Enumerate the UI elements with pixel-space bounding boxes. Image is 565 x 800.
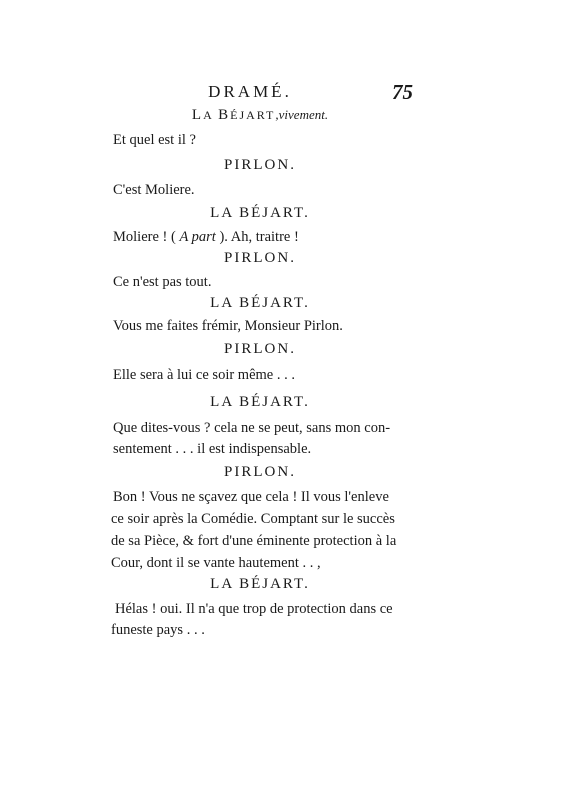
speaker-heading: LA BÉJART. xyxy=(210,576,310,592)
speaker-heading: PIRLON. xyxy=(224,464,296,480)
speaker-heading: PIRLON. xyxy=(224,250,296,266)
speaker-smallcaps: ÉJART xyxy=(230,108,276,122)
dialogue-line: Ce n'est pas tout. xyxy=(113,274,212,290)
dialogue-line: funeste pays . . . xyxy=(111,622,205,638)
dialogue-line xyxy=(113,229,299,246)
speaker-heading: PIRLON. xyxy=(224,341,296,357)
dialogue-line: Vous me faites frémir, Monsieur Pirlon. xyxy=(113,318,343,334)
speaker-heading: LA BÉJART. xyxy=(210,295,310,311)
speaker-heading: PIRLON. xyxy=(224,157,296,173)
speaker-initial: L xyxy=(191,107,204,123)
dialogue-line: Et quel est il ? xyxy=(113,132,196,148)
speaker-heading: LA BÉJART. xyxy=(210,205,310,221)
aside-direction: A part xyxy=(179,229,216,245)
dialogue-line: sentement . . . il est indispensable. xyxy=(113,441,312,457)
speaker-smallcaps: A xyxy=(203,108,219,122)
dialogue-text: ). Ah, traitre ! xyxy=(215,229,299,245)
stage-direction: ,vivement. xyxy=(275,107,329,122)
dialogue-line: Hélas ! oui. Il n'a que trop de protection dans ce xyxy=(115,601,393,617)
dialogue-line: de sa Pièce, & fort d'une éminente protection à la xyxy=(111,533,397,549)
dialogue-text: Moliere ! ( xyxy=(113,229,180,245)
page-number: 75 xyxy=(392,80,413,104)
speaker-heading: LA BÉJART. xyxy=(210,394,310,410)
dialogue-line: Cour, dont il se vante hautement . . , xyxy=(111,555,321,571)
dialogue-line: Que dites-vous ? cela ne se peut, sans mon con- xyxy=(113,420,391,436)
speaker-initial: B xyxy=(218,107,231,123)
dialogue-line: Elle sera à lui ce soir même . . . xyxy=(113,367,295,383)
dialogue-line: ce soir après la Comédie. Comptant sur le succès xyxy=(111,511,395,527)
running-head: DRAMÉ. xyxy=(208,82,292,101)
dialogue-line: C'est Moliere. xyxy=(113,182,195,198)
dialogue-line: Bon ! Vous ne sçavez que cela ! Il vous l'enleve xyxy=(113,489,389,505)
speaker-heading xyxy=(0,107,520,124)
